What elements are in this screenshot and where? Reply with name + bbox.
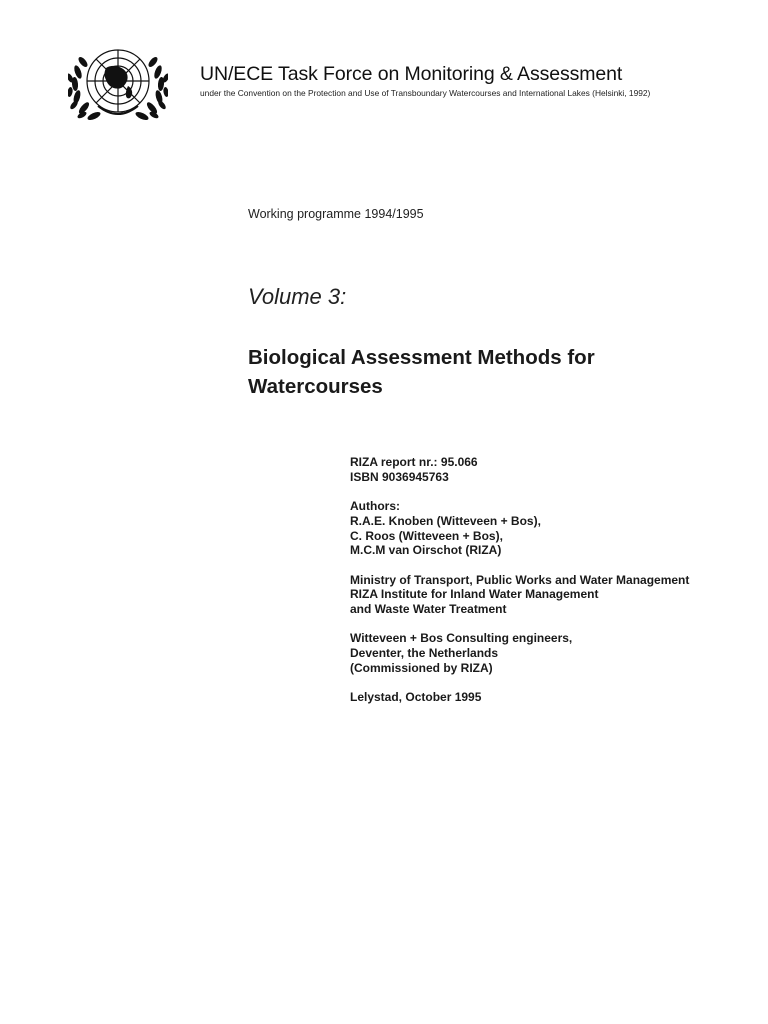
title-line: Biological Assessment Methods for [248,346,595,369]
un-emblem-icon [68,42,168,126]
authors-label: Authors: [350,499,400,514]
place-date: Lelystad, October 1995 [350,690,482,705]
org-subtitle: under the Convention on the Protection and Use of Transboundary Watercourses and International Lakes (Helsinki, 1992) [200,88,651,98]
author-name: R.A.E. Knoben (Witteveen + Bos), [350,513,541,528]
working-programme: Working programme 1994/1995 [248,207,424,221]
author-name: M.C.M van Oirschot (RIZA) [350,543,502,558]
org-title: UN/ECE Task Force on Monitoring & Assessment [200,63,623,85]
volume-label: Volume 3: [248,284,347,309]
consultants-block [350,631,689,675]
ministry-line: Ministry of Transport, Public Works and Water Management [350,572,690,587]
consultant-line: Deventer, the Netherlands [350,646,499,661]
consultant-line: (Commissioned by RIZA) [350,660,493,675]
report-numbers [350,455,689,484]
consultant-line: Witteveen + Bos Consulting engineers, [350,631,573,646]
authors-block [350,499,689,558]
ministry-block [350,573,689,617]
riza-report-number: RIZA report nr.: 95.066 [350,455,478,469]
author-name: C. Roos (Witteveen + Bos), [350,528,503,543]
isbn: ISBN 9036945763 [350,469,449,484]
title-line: Watercourses [248,375,383,398]
place-date-block [350,690,689,705]
report-details [350,455,689,720]
ministry-line: RIZA Institute for Inland Water Management [350,587,599,602]
document-title [248,343,595,401]
ministry-line: and Waste Water Treatment [350,602,507,616]
